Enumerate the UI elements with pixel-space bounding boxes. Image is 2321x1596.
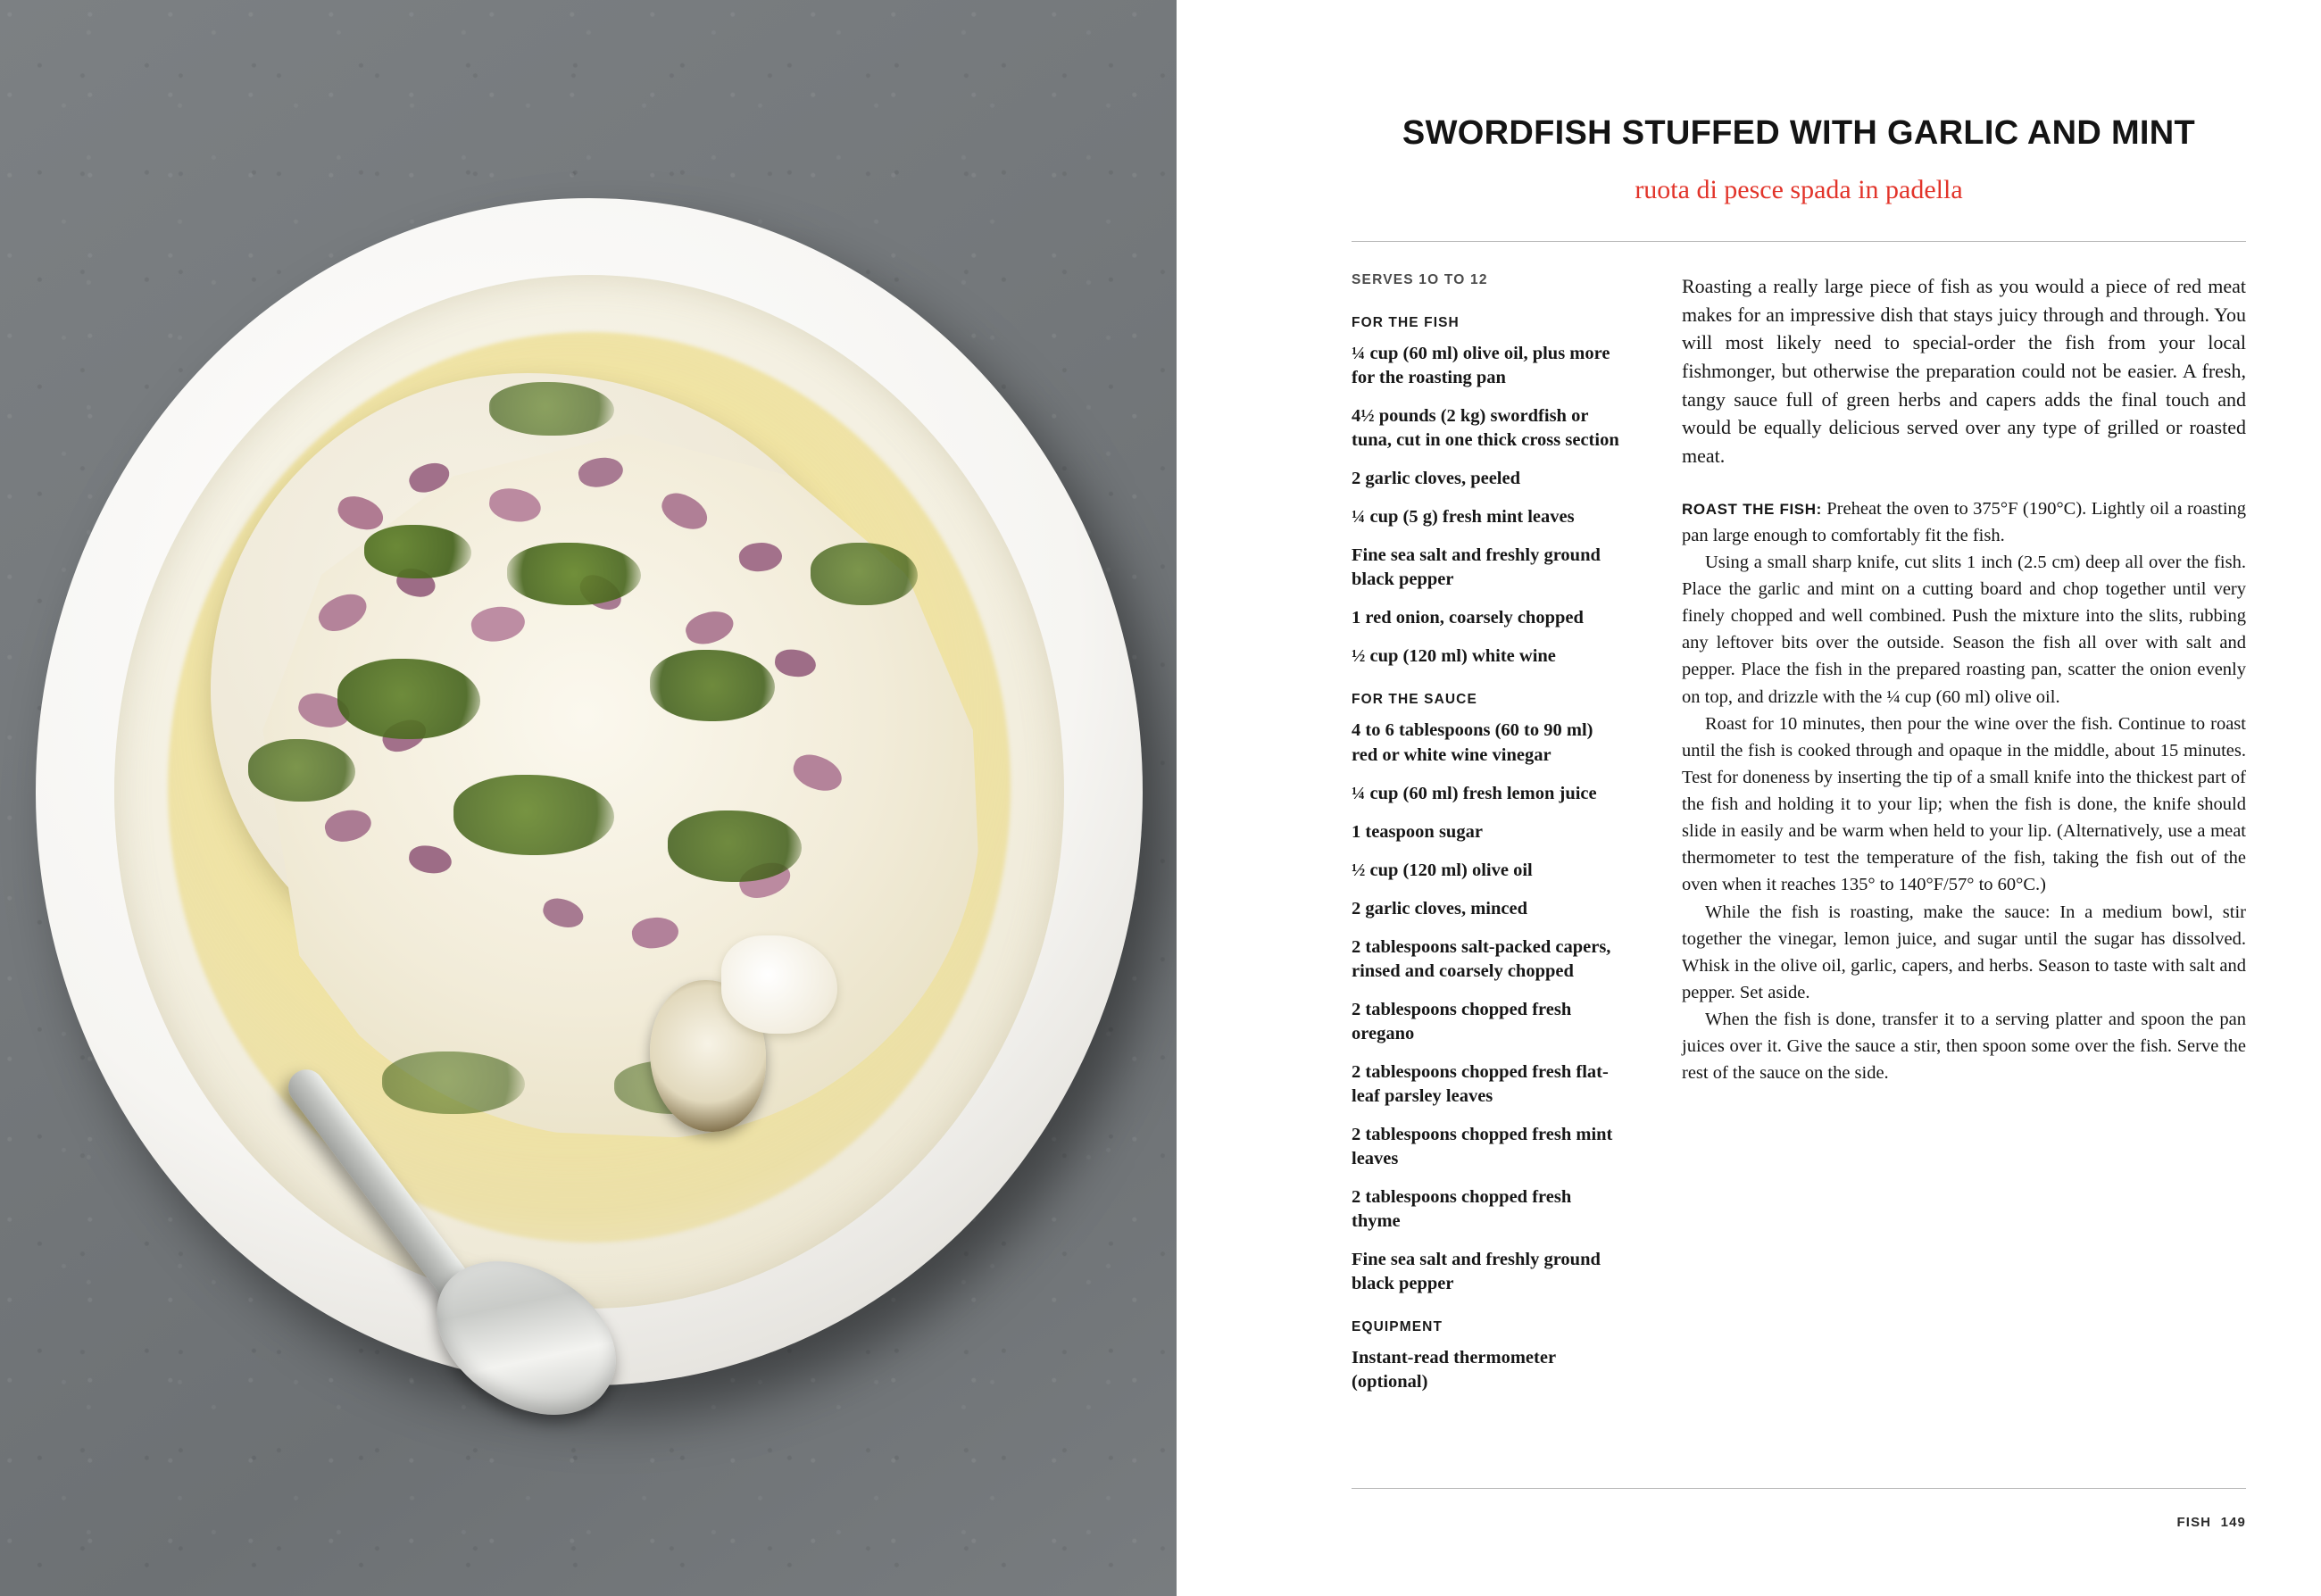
list-item: 2 garlic cloves, minced: [1352, 898, 1527, 919]
section-heading-sauce: FOR THE SAUCE: [1352, 692, 1477, 708]
recipe-headnote: Roasting a really large piece of fish as you would a piece of red meat makes for an impressive dish that stays juicy through and through. You will most likely need to special-order the fish from your local fishmonger, but otherwise the preparation could not be easier. A fresh, tangy sauce full of green herbs and capers adds the final touch and would be equally delicious served over any type of grilled or roasted meat.: [1682, 275, 2246, 468]
method-paragraph: Using a small sharp knife, cut slits 1 inch (2.5 cm) deep all over the fish. Place the garlic and mint on a cutting board and chop together until very finely chopped and well combined. Push the mixture into the slits, rubbing any leftover bits over the outside. Season the fish all over with salt and pepper. Place the fish in the prepared roasting pan, scatter the onion evenly on top, and drizzle with the ¼ cup (60 ml) olive oil.: [1682, 552, 2246, 707]
method-text: Preheat the oven to 375°F (190°C). Lightly oil a roasting pan large enough to comfortably fit the fish.: [1682, 498, 2247, 545]
section-heading-fish: FOR THE FISH: [1352, 315, 1460, 330]
recipe-text-page: [1177, 0, 2321, 1596]
chopped-herbs: [364, 525, 471, 578]
list-item: 2 tablespoons chopped fresh thyme: [1352, 1187, 1572, 1232]
chopped-herbs: [668, 810, 802, 882]
page-title: SWORDFISH STUFFED WITH GARLIC AND MINT: [1402, 114, 2196, 152]
method-paragraph: When the fish is done, transfer it to a serving platter and spoon the pan juices over it. Give the sauce a stir, then spoon some over the fish. Serve the rest of the sauce on the side.: [1682, 1010, 2246, 1084]
chopped-herbs: [453, 775, 614, 855]
folio-section-label: FISH: [2176, 1515, 2212, 1530]
list-item: 2 tablespoons chopped fresh mint leaves: [1352, 1125, 1613, 1169]
chopped-herbs: [248, 739, 355, 802]
method-lead-in: ROAST THE FISH:: [1682, 500, 1822, 518]
list-item: ¼ cup (60 ml) fresh lemon juice: [1352, 783, 1597, 803]
chopped-herbs: [507, 543, 641, 605]
recipe-subtitle-italian: ruota di pesce spada in padella: [1635, 175, 1963, 204]
plate-well: [114, 275, 1064, 1309]
chopped-herbs: [811, 543, 918, 605]
page-folio: [2177, 1515, 2246, 1530]
folio-page-number: 149: [2220, 1515, 2246, 1530]
list-item: ½ cup (120 ml) olive oil: [1352, 860, 1533, 880]
ingredients-column: [1352, 272, 1619, 1409]
list-item: 2 garlic cloves, peeled: [1352, 469, 1521, 489]
serves-label: SERVES 1O TO 12: [1352, 272, 1488, 287]
list-item: ¼ cup (5 g) fresh mint leaves: [1352, 507, 1575, 528]
chopped-herbs: [337, 659, 480, 739]
chopped-herbs: [650, 650, 775, 721]
list-item: 4½ pounds (2 kg) swordfish or tuna, cut in one thick cross section: [1352, 406, 1619, 451]
list-item: Fine sea salt and freshly ground black pepper: [1352, 545, 1601, 590]
list-item: 1 teaspoon sugar: [1352, 821, 1483, 842]
footer-divider: [1352, 1488, 2246, 1489]
list-item: Instant-read thermometer (optional): [1352, 1348, 1556, 1392]
chopped-herbs: [489, 382, 614, 436]
list-item: 4 to 6 tablespoons (60 to 90 ml) red or white wine vinegar: [1352, 720, 1593, 765]
list-item: Fine sea salt and freshly ground black pepper: [1352, 1250, 1601, 1294]
method-paragraph: While the fish is roasting, make the sauce: In a medium bowl, stir together the vinegar, lemon juice, and sugar until the sugar has dissolved. Whisk in the olive oil, garlic, capers, and herbs. Season to taste with salt and pepper. Set aside.: [1682, 902, 2246, 1002]
method-paragraph: Roast for 10 minutes, then pour the wine over the fish. Continue to roast until the fish is cooked through and opaque in the middle, about 15 minutes. Test for doneness by inserting the tip of a small knife into the thickest part of the fish and holding it to your lip; when the fish is done, the knife should slide in easily and be warm when held to your lip. (Alternatively, use a meat thermometer to test the temperature of the fish, taking the fish out of the oven when it reaches 135° to 140°F/57° to 60°C.): [1682, 713, 2246, 895]
list-item: 2 tablespoons chopped fresh flat-leaf parsley leaves: [1352, 1061, 1609, 1106]
serving-plate: [36, 198, 1143, 1385]
list-item: 2 tablespoons salt-packed capers, rinsed and coarsely chopped: [1352, 936, 1611, 981]
list-item: ½ cup (120 ml) white wine: [1352, 646, 1556, 667]
list-item: 1 red onion, coarsely chopped: [1352, 608, 1584, 628]
recipe-columns: [1352, 272, 2246, 1409]
list-item: ¼ cup (60 ml) olive oil, plus more for the roasting pan: [1352, 344, 1610, 388]
method-paragraph: [1682, 495, 2246, 549]
chopped-herbs: [382, 1052, 525, 1114]
list-item: 2 tablespoons chopped fresh oregano: [1352, 999, 1572, 1043]
method-column: [1682, 272, 2246, 1409]
section-heading-equipment: EQUIPMENT: [1352, 1319, 1443, 1335]
header-divider: [1352, 241, 2246, 242]
